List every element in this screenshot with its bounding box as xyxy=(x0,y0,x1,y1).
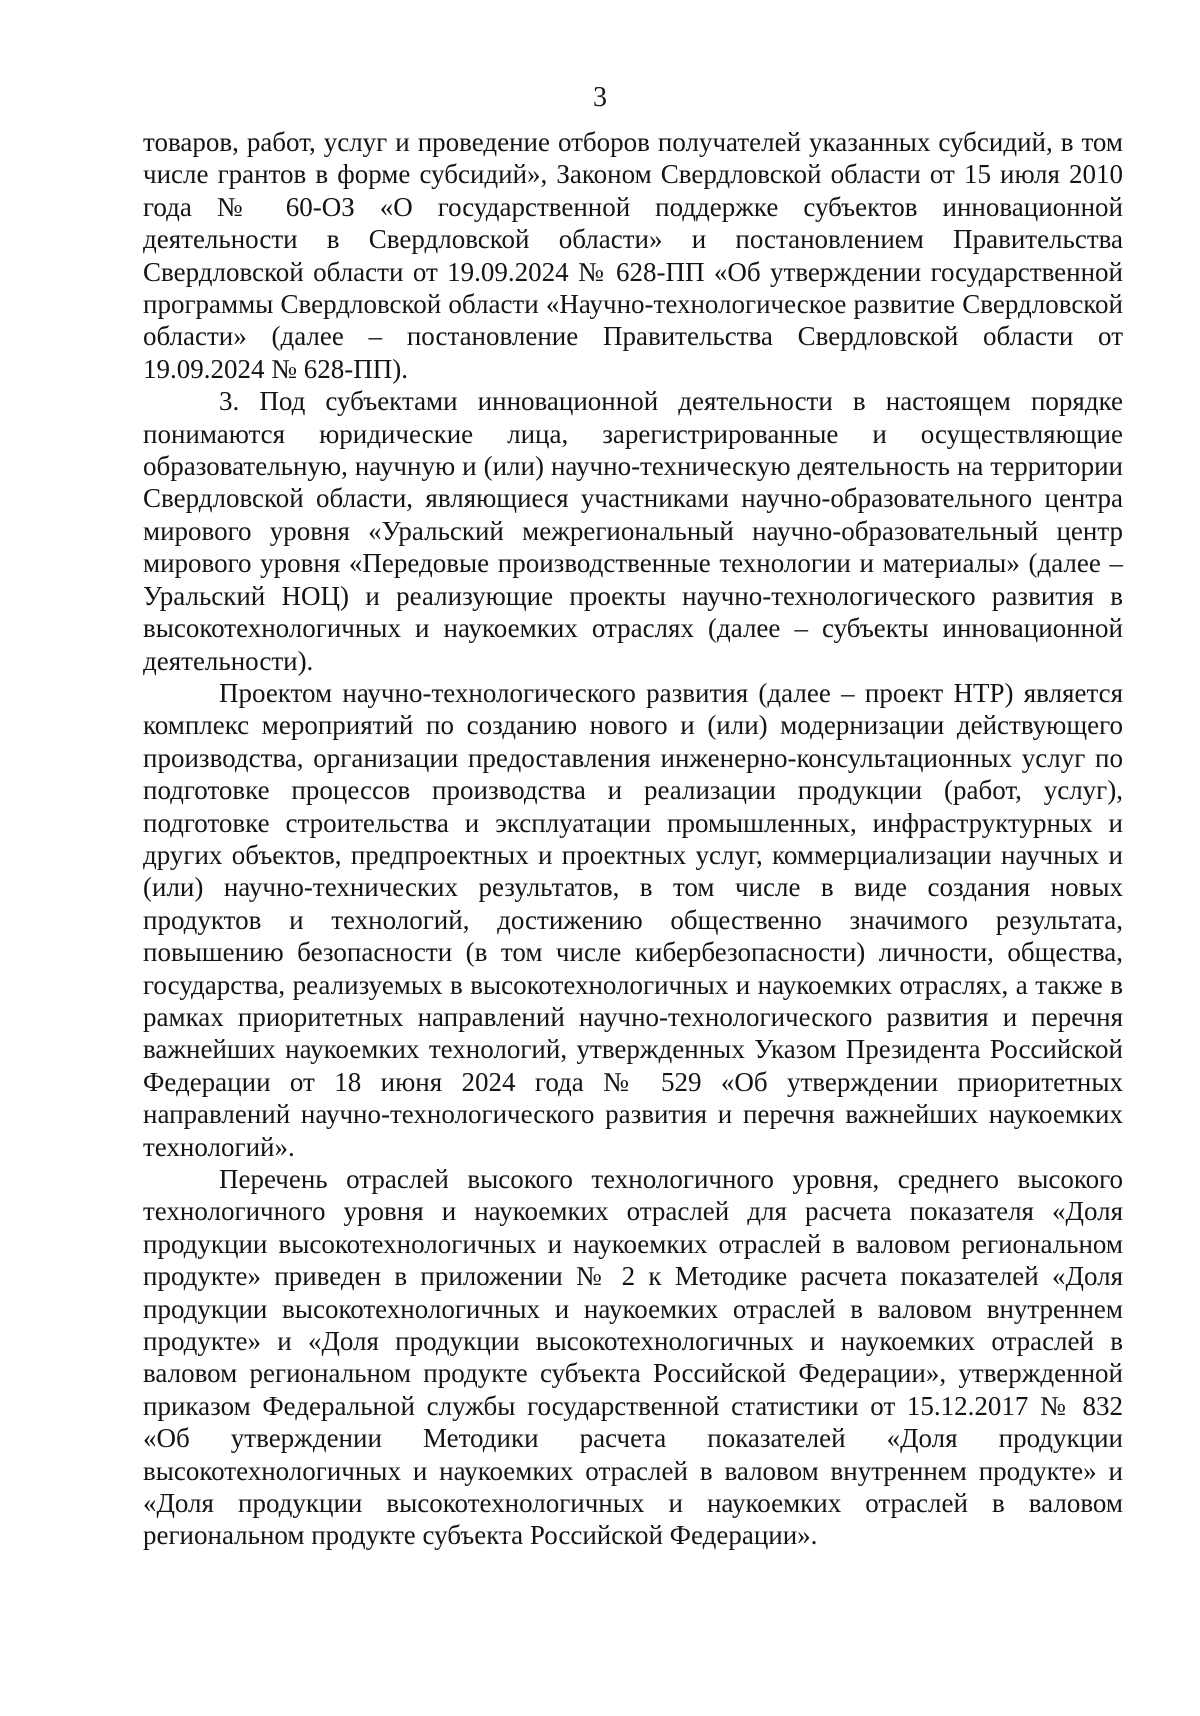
paragraph-continuation: товаров, работ, услуг и проведение отборов получателей указанных субсидий, в том числе грантов в форме субсидий», Законом Свердловской области от 15 июля 2010 года № 60-ОЗ «О государственной поддержке субъектов инновационной деятельности в Свердловской области» и постановлением Правительства Свердловской области от 19.09.2024 № 628-ПП «Об утверждении государственной программы Свердловской области «Научно-технологическое развитие Свердловской области» (далее – постановление Правительства Свердловской области от 19.09.2024 № 628-ПП). xyxy=(143,127,1123,384)
page-number: 3 xyxy=(593,82,607,113)
paragraph-item-3: 3. Под субъектами инновационной деятельности в настоящем порядке понимаются юридические лица, зарегистрированные и осуществляющие образовательную, научную и (или) научно-техническую деятельность на территории Свердловской области, являющиеся участниками научно-образовательного центра мирового уровня «Уральский межрегиональный научно-образовательный центр мирового уровня «Передовые производственные технологии и материалы» (далее – Уральский НОЦ) и реализующие проекты научно-технологического развития в высокотехнологичных и наукоемких отраслях (далее – субъекты инновационной деятельности). xyxy=(143,386,1123,676)
paragraph-industries-list: Перечень отраслей высокого технологичного уровня, среднего высокого технологичного уровня и наукоемких отраслей для расчета показателя «Доля продукции высокотехнологичных и наукоемких отраслей в валовом региональном продукте» приведен в приложении № 2 к Методике расчета показателей «Доля продукции высокотехнологичных и наукоемких отраслей в валовом внутреннем продукте» и «Доля продукции высокотехнологичных и наукоемких отраслей в валовом региональном продукте субъекта Российской Федерации», утвержденной приказом Федеральной службы государственной статистики от 15.12.2017 № 832 «Об утверждении Методики расчета показателей «Доля продукции высокотехнологичных и наукоемких отраслей в валовом внутреннем продукте» и «Доля продукции высокотехнологичных и наукоемких отраслей в валовом региональном продукте субъекта Российской Федерации». xyxy=(143,1164,1123,1551)
paragraph-ntr-project: Проектом научно-технологического развития (далее – проект НТР) является комплекс мероприятий по созданию нового и (или) модернизации действующего производства, организации предоставления инженерно-консультационных услуг по подготовке процессов производства и реализации продукции (работ, услуг), подготовке строительства и эксплуатации промышленных, инфраструктурных и других объектов, предпроектных и проектных услуг, коммерциализации научных и (или) научно-технических результатов, в том числе в виде создания новых продуктов и технологий, достижению общественно значимого результата, повышению безопасности (в том числе кибербезопасности) личности, общества, государства, реализуемых в высокотехнологичных и наукоемких отраслях, а также в рамках приоритетных направлений научно-технологического развития и перечня важнейших наукоемких технологий, утвержденных Указом Президента Российской Федерации от 18 июня 2024 года № 529 «Об утверждении приоритетных направлений научно-технологического развития и перечня важнейших наукоемких технологий». xyxy=(143,677,1123,1162)
document-body xyxy=(143,126,1123,1552)
